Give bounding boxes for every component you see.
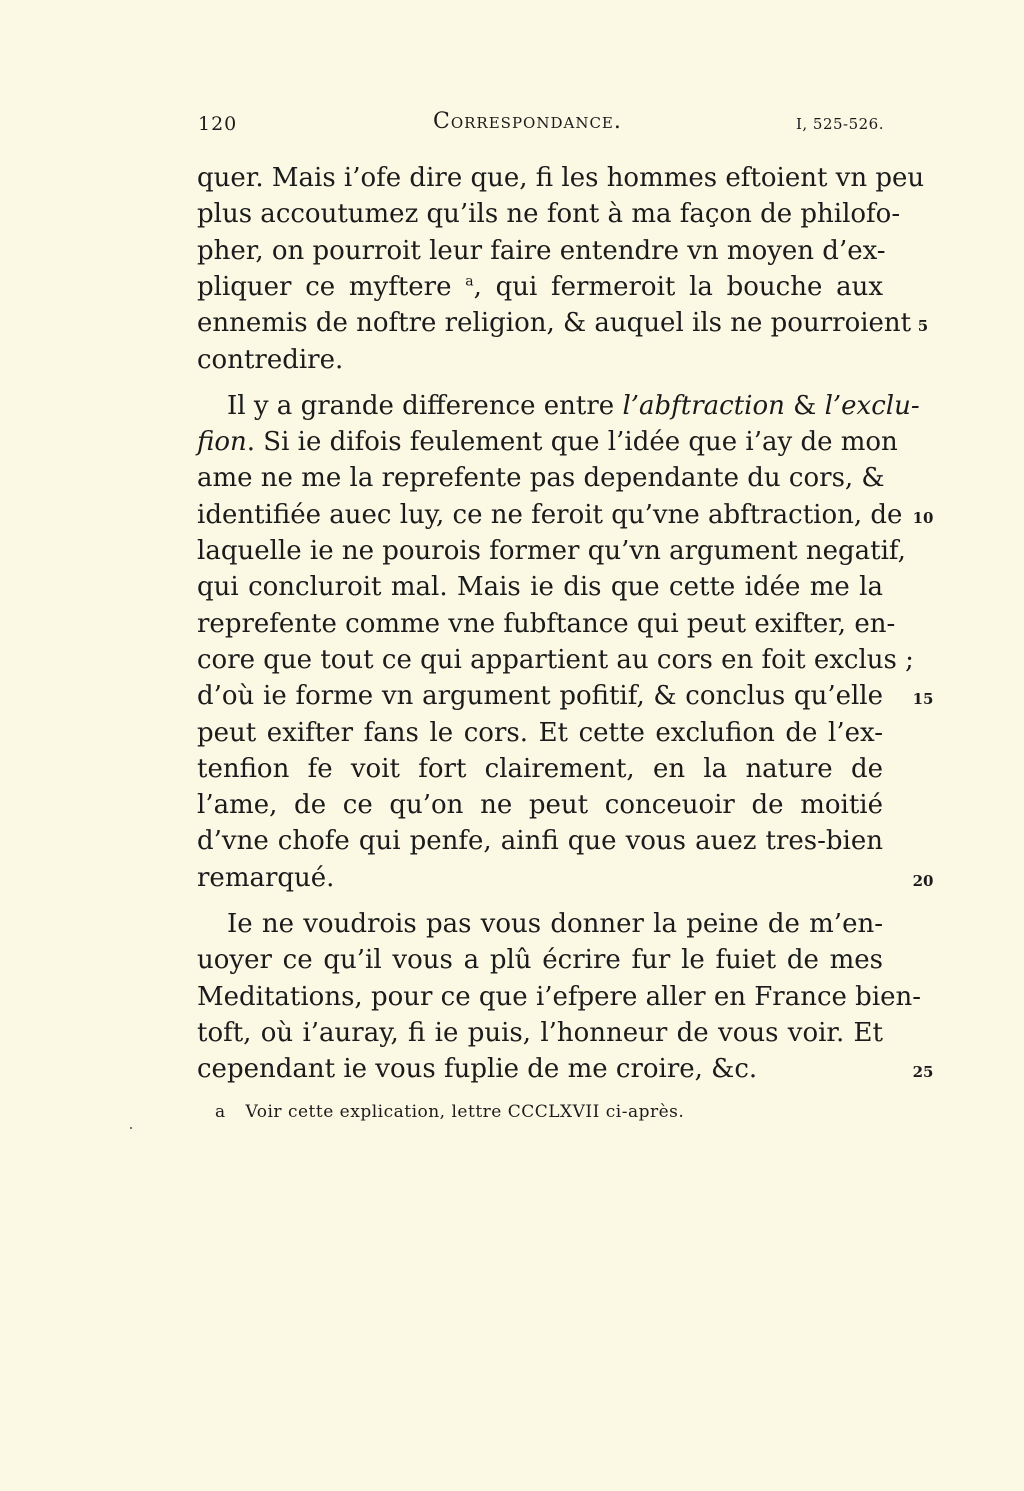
text-run: identifiée auec luy, ce ne feroit qu’vne abftraction, de — [197, 499, 903, 530]
text-run: d’où ie forme vn argument pofitif, & conclus qu’elle — [197, 681, 883, 712]
speck — [130, 1127, 132, 1129]
text-line — [197, 642, 914, 678]
text-run: remarqué. — [197, 862, 335, 893]
text-run: d’vne chofe qui penfe, ainfi que vous auez tres-bien — [197, 826, 883, 857]
text-line — [197, 942, 883, 978]
text-run: ame ne me la reprefente pas dependante du cors, & — [197, 463, 885, 494]
text-run: , qui fermeroit la bouche aux — [473, 271, 883, 302]
text-run: reprefente comme vne fubftance qui peut exifter, en- — [197, 608, 896, 639]
footnote-reference: a — [465, 273, 474, 290]
line-number: 15 — [912, 690, 934, 709]
text-run: peut exifter fans le cors. Et cette exclufion de l’ex- — [197, 717, 883, 748]
text-line — [197, 160, 925, 196]
text-line — [197, 460, 883, 496]
text-run: pliquer ce myftere — [197, 271, 466, 302]
running-title: Correspondance. — [433, 109, 622, 134]
text-line — [197, 1015, 883, 1051]
text-line — [197, 424, 898, 460]
page-number: 120 — [198, 113, 238, 135]
text-run: tenfion fe voit fort clairement, en la nature de — [197, 753, 883, 784]
text-run: qui concluroit mal. Mais ie dis que cette idée me la — [197, 572, 883, 603]
text-line — [197, 569, 883, 605]
footnote — [215, 1102, 684, 1122]
text-run: pher, on pourroit leur faire entendre vn moyen d’ex- — [197, 235, 886, 266]
text-line — [197, 860, 883, 896]
text-run: toft, où i’auray, fi ie puis, l’honneur de vous voir. Et — [197, 1017, 883, 1048]
line-number: 25 — [912, 1063, 934, 1082]
text-line — [197, 497, 903, 533]
italic-text: l’abftraction — [622, 390, 785, 421]
text-run: plus accoutumez qu’ils ne font à ma façon de philofo- — [197, 199, 901, 230]
text-line — [197, 606, 896, 642]
text-line — [197, 906, 883, 942]
text-run: l’ame, de ce qu’on ne peut conceuoir de moitié — [197, 790, 883, 821]
text-line — [197, 533, 906, 569]
text-run: uoyer ce qu’il vous a plû écrire fur le fuiet de mes — [197, 945, 883, 976]
text-line — [197, 388, 920, 424]
text-run: ennemis de noftre religion, & auquel ils ne pourroient — [197, 308, 912, 339]
text-run: & — [784, 390, 825, 421]
text-line — [197, 715, 883, 751]
text-run: . Si ie difois feulement que l’idée que i’ay de mon — [246, 427, 898, 458]
line-number: 20 — [912, 871, 934, 890]
text-line — [197, 342, 883, 378]
text-run: cependant ie vous fuplie de me croire, &c. — [197, 1054, 758, 1085]
text-line — [197, 678, 883, 714]
running-header — [198, 109, 884, 143]
text-line — [197, 823, 883, 859]
text-line — [197, 269, 883, 305]
text-run: laquelle ie ne pourois former qu’vn argument negatif, — [197, 536, 906, 566]
text-line — [197, 751, 883, 787]
text-line — [197, 233, 886, 269]
footnote-text: Voir cette explication, lettre CCCLXVII ci-après. — [245, 1102, 685, 1122]
text-line — [197, 787, 883, 823]
footnote-marker: a — [215, 1102, 226, 1122]
text-line — [197, 196, 901, 232]
text-line — [197, 305, 912, 341]
text-line — [197, 1051, 883, 1087]
text-run: Ie ne voudrois pas vous donner la peine de m’en- — [227, 909, 883, 939]
text-run: quer. Mais i’ofe dire que, fi les hommes eftoient vn peu — [197, 163, 925, 193]
italic-text: fion — [197, 427, 247, 458]
line-number: 10 — [912, 508, 934, 527]
text-run: core que tout ce qui appartient au cors en foit exclus ; — [197, 644, 914, 675]
text-run: Il y a grande difference entre — [227, 390, 623, 421]
italic-text: l’exclu- — [824, 390, 920, 421]
page-reference: I, 525-526. — [795, 115, 884, 133]
text-run: contredire. — [197, 344, 344, 375]
text-run: Meditations, pour ce que i’efpere aller en France bien- — [197, 981, 922, 1012]
text-line — [197, 979, 922, 1015]
line-number: 5 — [917, 317, 929, 336]
